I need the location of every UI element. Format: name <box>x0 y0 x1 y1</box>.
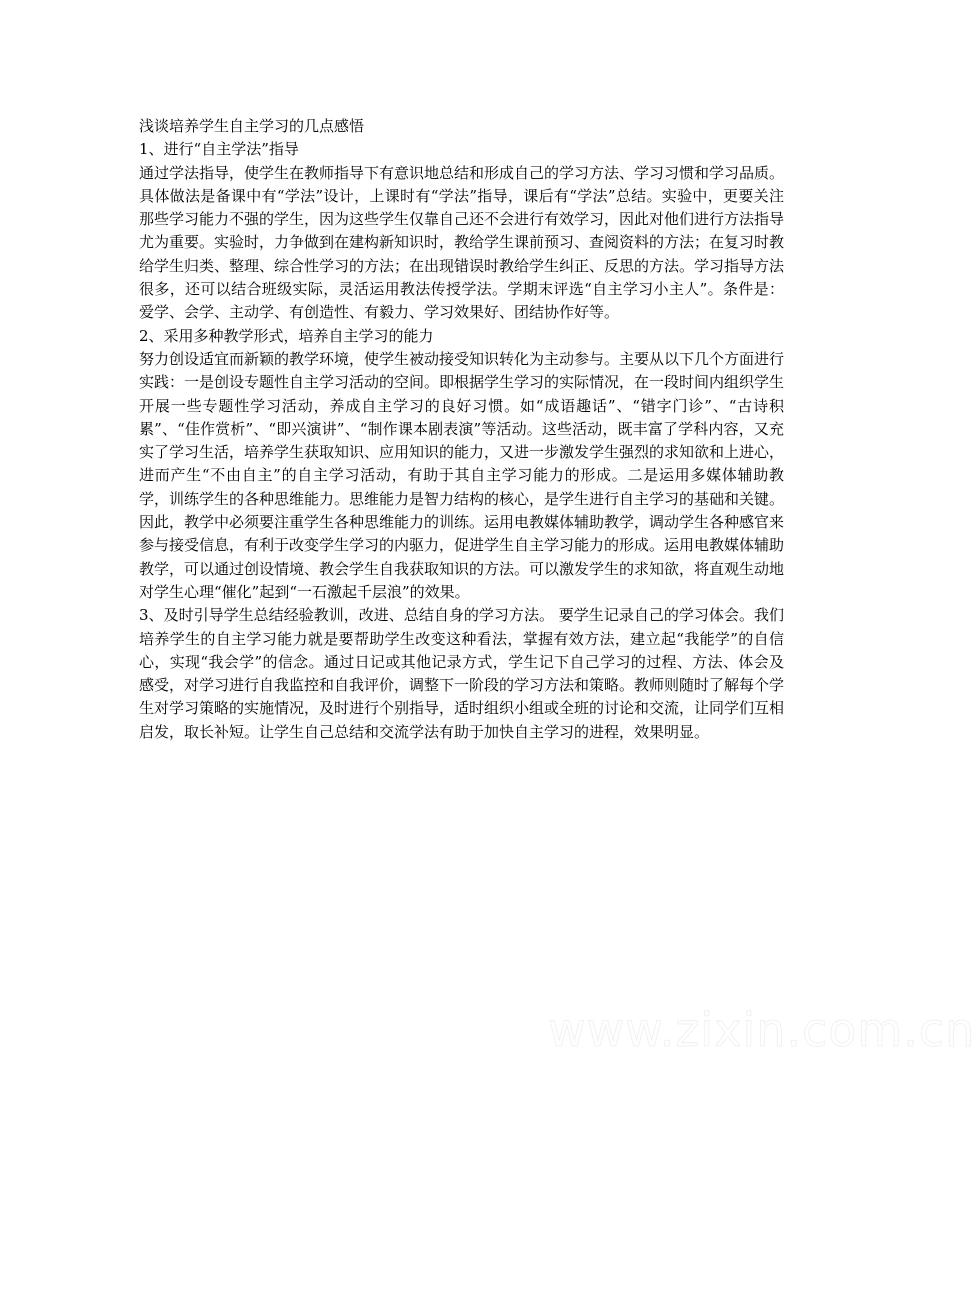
document-title: 浅谈培养学生自主学习的几点感悟 <box>139 117 365 135</box>
watermark: www.zixin.com.cn <box>548 1003 975 1057</box>
section-heading-2: 2、采用多种教学形式，培养自主学习的能力 <box>139 326 434 345</box>
document-body <box>139 115 784 744</box>
section-paragraph-3: 3、及时引导学生总结经验教训，改进、总结自身的学习方法。 要学生记录自己的学习体会。我们培养学生的自主学习能力就是要帮助学生改变这种看法，掌握有效方法，建立起“我能学”的自信心，实现“我会学”的信念。通过日记或其他记录方式，学生记下自己学习的过程、方法、体会及感受，对学习进行自我监控和自我评价，调整下一阶段的学习方法和策略。教师则随时了解每个学生对学习策略的实施情况，及时进行个别指导，适时组织小组或全班的讨论和交流，让同学们互相启发，取长补短。让学生自己总结和交流学法有助于加快自主学习的进程，效果明显。 <box>139 606 785 741</box>
section-paragraph-2: 努力创设适宜而新颖的教学环境，使学生被动接受知识转化为主动参与。主要从以下几个方面进行实践：一是创设专题性自主学习活动的空间。即根据学生学习的实际情况，在一段时间内组织学生开展一些专题性学习活动，养成自主学习的良好习惯。如“成语趣话”、“错字门诊”、“古诗积累”、“佳作赏析”、“即兴演讲”、“制作课本剧表演”等活动。这些活动，既丰富了学科内容，又充实了学习生活，培养学生获取知识、应用知识的能力，又进一步激发学生强烈的求知欲和上进心，进而产生“不由自主”的自主学习活动，有助于其自主学习能力的形成。二是运用多媒体辅助教学，训练学生的各种思维能力。思维能力是智力结构的核心，是学生进行自主学习的基础和关键。因此，教学中必须要注重学生各种思维能力的训练。运用电教媒体辅助教学，调动学生各种感官来参与接受信息，有利于改变学生学习的内驱力，促进学生自主学习能力的形成。运用电教媒体辅助教学，可以通过创设情境、教会学生自我获取知识的方法。可以激发学生的求知欲，将直观生动地对学生心理“催化”起到“一石激起千层浪”的效果。 <box>139 349 785 601</box>
section-paragraph-1: 通过学法指导，使学生在教师指导下有意识地总结和形成自己的学习方法、学习习惯和学习品质。具体做法是备课中有“学法”设计，上课时有“学法”指导，课后有“学法”总结。实验中，更要关注那些学习能力不强的学生，因为这些学生仅靠自己还不会进行有效学习，因此对他们进行方法指导尤为重要。实验时，力争做到在建构新知识时，教给学生课前预习、查阅资料的方法；在复习时教给学生归类、整理、综合性学习的方法；在出现错误时教给学生纠正、反思的方法。学习指导方法很多，还可以结合班级实际，灵活运用教法传授学法。学期末评选“自主学习小主人”。条件是：爱学、会学、主动学、有创造性、有毅力、学习效果好、团结协作好等。 <box>139 163 785 322</box>
section-heading-1: 1、进行“自主学法”指导 <box>139 140 299 159</box>
